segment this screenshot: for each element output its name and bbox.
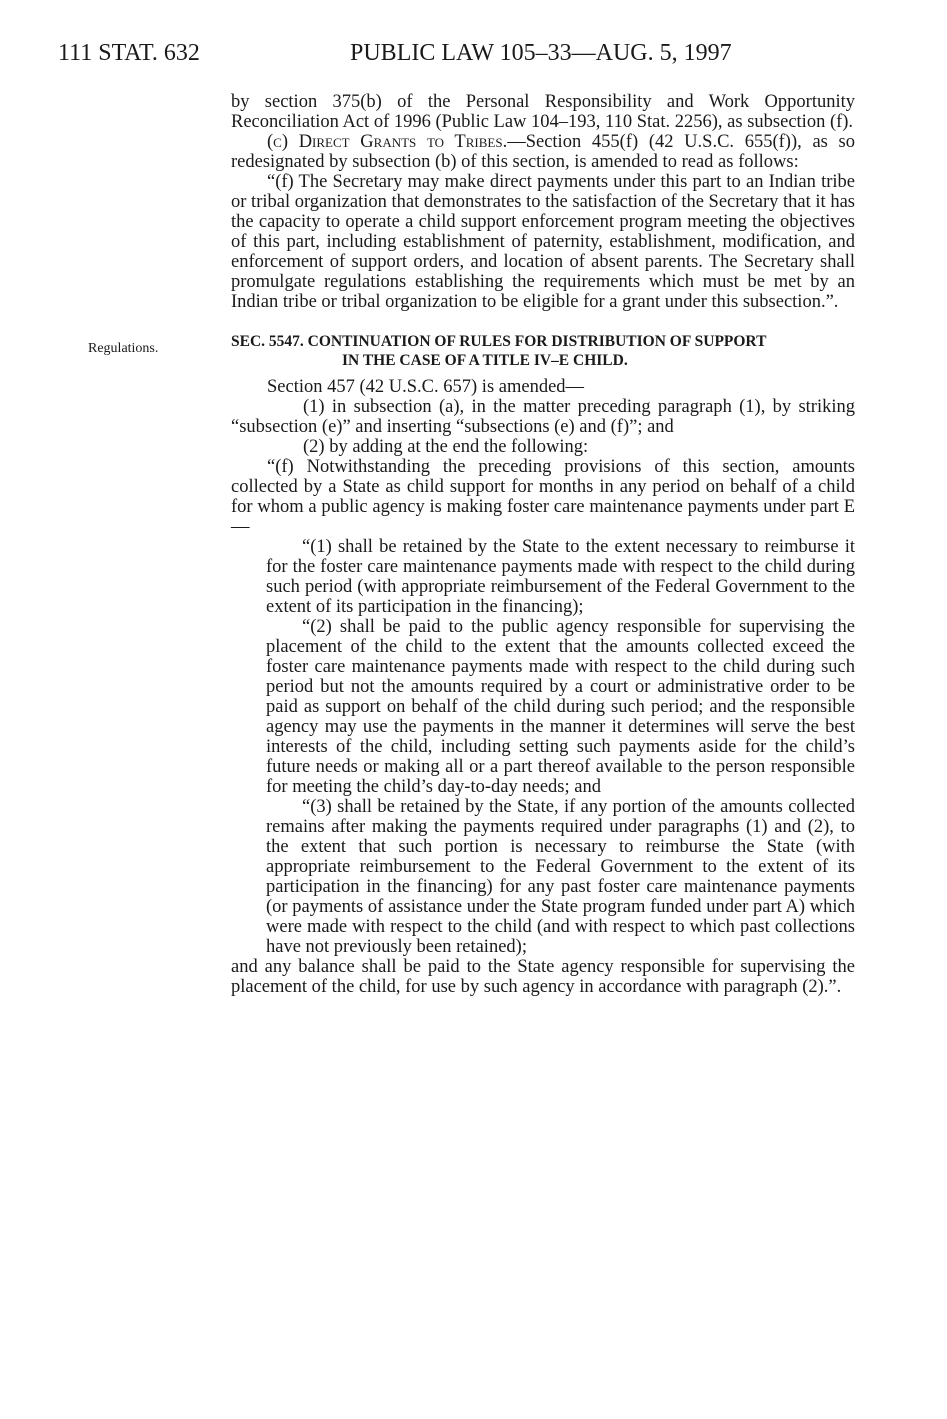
paragraph-item-2: (2) by adding at the end the following: [303,437,589,457]
paragraph-secretary-direct-payments: “(f) The Secretary may make direct payments under this part to an Indian tribe or tribal organization that demonstrates to the satisfaction of the Secretary that it has the capacity to operate a child support enforcement program meeting the objectives of this part, including establishment of paternity, establishment, modification, and enforcement of support orders, and location of absent parents. The Secretary shall promulgate regulations establishing the requirements which must be met by an Indian tribe or tribal organization to be eligible for a grant under this subsection.”. [231,172,855,312]
paragraph-clause-2: “(2) shall be paid to the public agency responsible for supervising the placement of the child to the extent that the amounts collected exceed the foster care maintenance payments made with respect to the child during such period but not the amounts required by a court or administrative order to be paid as support on behalf of the child during such period; and the responsible agency may use the payments in the manner it determines will serve the best interests of the child, including setting such payments aside for the child’s future needs or making all or a part thereof available to the person responsible for meeting the child’s day-to-day needs; and [266,617,855,797]
subsection-heading: (c) Direct Grants to Tribes. [267,132,508,152]
paragraph-direct-grants-to-tribes [231,132,855,172]
paragraph-item-1: (1) in subsection (a), in the matter preceding paragraph (1), by striking “subsection (e)” and inserting “subsections (e) and (f)”; and [231,397,855,437]
page-body [231,92,855,997]
paragraph-clause-3: “(3) shall be retained by the State, if any portion of the amounts collected remains after making the payments required under paragraphs (1) and (2), to the extent that such portion is necessary to reimburse the State (with appropriate reimbursement to the Federal Government to the extent of its participation in the financing) for any past foster care maintenance payments (or payments of assistance under the State program funded under part A) which were made with respect to the child (and with respect to which past collections have not previously been retained); [266,797,855,957]
paragraph-section-457-amended: Section 457 (42 U.S.C. 657) is amended— [267,377,585,397]
page-citation: 111 STAT. 632 [58,40,200,66]
section-heading-5547 [231,332,855,370]
paragraph-balance: and any balance shall be paid to the State agency responsible for supervising the placement of the child, for use by such agency in accordance with paragraph (2).”. [231,957,855,997]
paragraph-notwithstanding: “(f) Notwithstanding the preceding provisions of this section, amounts collected by a State as child support for months in any period on behalf of a child for whom a public agency is making foster care maintenance payments under part E— [231,457,855,537]
paragraph-subsection-f-redesignation: by section 375(b) of the Personal Responsibility and Work Opportunity Reconciliation Act of 1996 (Public Law 104–193, 110 Stat. 2256), as subsection (f). [231,92,855,132]
section-heading-line-2: IN THE CASE OF A TITLE IV–E CHILD. [342,352,628,369]
running-header: PUBLIC LAW 105–33—AUG. 5, 1997 [350,40,732,66]
section-heading-line-1: SEC. 5547. CONTINUATION OF RULES FOR DISTRIBUTION OF SUPPORT [231,333,767,350]
subsection-text: —Section 455(f) (42 U.S.C. 655(f)), as so redesignated by subsection (b) of this section, is amended to read as follows: [231,132,855,172]
margin-note-regulations: Regulations. [88,341,159,356]
paragraph-clause-1: “(1) shall be retained by the State to the extent necessary to reimburse it for the foster care maintenance payments made with respect to the child during such period (with appropriate reimbursement of the Federal Government to the extent of its participation in the financing); [266,537,855,617]
